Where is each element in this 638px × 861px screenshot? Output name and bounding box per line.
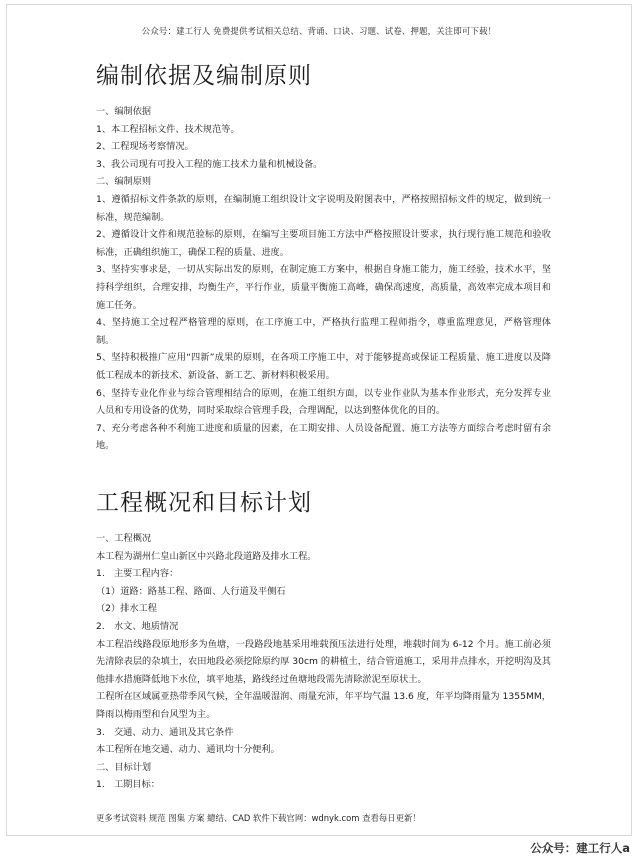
paragraph: 2. 水文、地质情况 [96,620,179,632]
paragraph: 5、坚持积极推广应用“四新”成果的原则，在各项工序施工中，对于能够提高或保证工程质量、施工进度以及降低工程成本的新技术、新设备、新工艺、新材料积极采用。 [96,352,551,381]
section-2-title: 工程概况和目标计划 [96,490,312,516]
paragraph: 3、我公司现有可投入工程的施工技术力量和机械设备。 [96,158,323,170]
paragraph: 工程所在区域属亚热带季风气候，全年温暖湿润、雨量充沛，年平均气温 13.6 度，年平均降雨量为 1355MM，降雨以梅雨型和台风型为主。 [96,691,551,720]
paragraph: 1. 主要工程内容： [96,568,179,580]
paragraph: 本工程沿线路段原地形多为鱼塘，一段路段地基采用堆载预压法进行处理，堆载时间为 6-12 个月。施工前必须先清除表层的杂填土，农田地段必须挖除原约厚 30cm 的耕植土，结合管道施工，采用井点排水，开挖明沟及其他排水措施降低地下水位，填平地基，路线经过鱼塘地段需先清除淤泥至原状土。 [96,638,551,685]
paragraph: 2、遵循设计文件和规范验标的原则，在编写主要项目施工方法中严格按照设计要求，执行现行施工规范和验收标准，正确组织施工，确保工程的质量、进度。 [96,229,551,258]
paragraph: 3、坚持实事求是，一切从实际出发的原则，在制定施工方案中，根据自身施工能力，施工经验，技术水平，坚持科学组织，合理安排，均衡生产，平行作业，质量平衡施工高峰，确保高速度，高质量，高效率完成本项目和施工任务。 [96,264,551,311]
paragraph: 3. 交通、动力、通讯及其它条件 [96,726,234,738]
paragraph: 本工程所在地交通、动力、通讯均十分便利。 [96,744,280,756]
paragraph: 2、工程现场考察情况。 [96,141,194,153]
paragraph: 1. 工期目标： [96,779,160,791]
header-note: 公众号：建工行人 免费提供考试相关总结、背诵、口诀、习题、试卷、押题，关注即可下载！ [141,26,497,36]
section-1-title: 编制依据及编制原则 [96,63,312,89]
paragraph: （1）道路：路基工程、路面、人行道及平侧石 [96,585,286,597]
paragraph: 4、坚持施工全过程严格管理的原则，在工序施工中，严格执行监理工程师指令，尊重监理意见，严格管理体制。 [96,317,551,346]
paragraph: 二、编制原则 [96,176,152,188]
section-1 [96,57,551,90]
paragraph: 一、编制依据 [96,106,152,117]
section-2 [96,484,551,517]
section-2-body [96,530,551,794]
watermark: 公众号：建工行人a [530,841,630,855]
section-1-body [96,103,551,455]
paragraph: 1、本工程招标文件、技术规范等。 [96,123,240,135]
paragraph: 1、遵循招标文件条款的原则，在编制施工组织设计文字说明及附图表中，严格按照招标文件的规定，做到统一标准，规范编制。 [96,193,551,223]
paragraph: 一、工程概况 [96,533,152,544]
footer-note: 更多考试资料 规范 图集 方案 總结、CAD 软件下载官网：wdnyk.com 查看每日更新！ [96,813,421,823]
paragraph: 本工程为湖州仁皇山新区中兴路北段道路及排水工程。 [96,550,317,562]
paragraph: （2）排水工程 [96,603,157,615]
paragraph: 6、坚持专业化作业与综合管理相结合的原则，在施工组织方面，以专业作业队为基本作业形式，充分发挥专业人员和专用设备的优势，同时采取综合管理手段，合理调配，以达到整体优化的目的。 [96,387,551,417]
paragraph: 二、目标计划 [96,761,152,773]
paragraph: 7、充分考虑各种不利施工进度和质量的因素，在工期安排、人员设备配置、施工方法等方面综合考虑时留有余地。 [96,422,551,452]
